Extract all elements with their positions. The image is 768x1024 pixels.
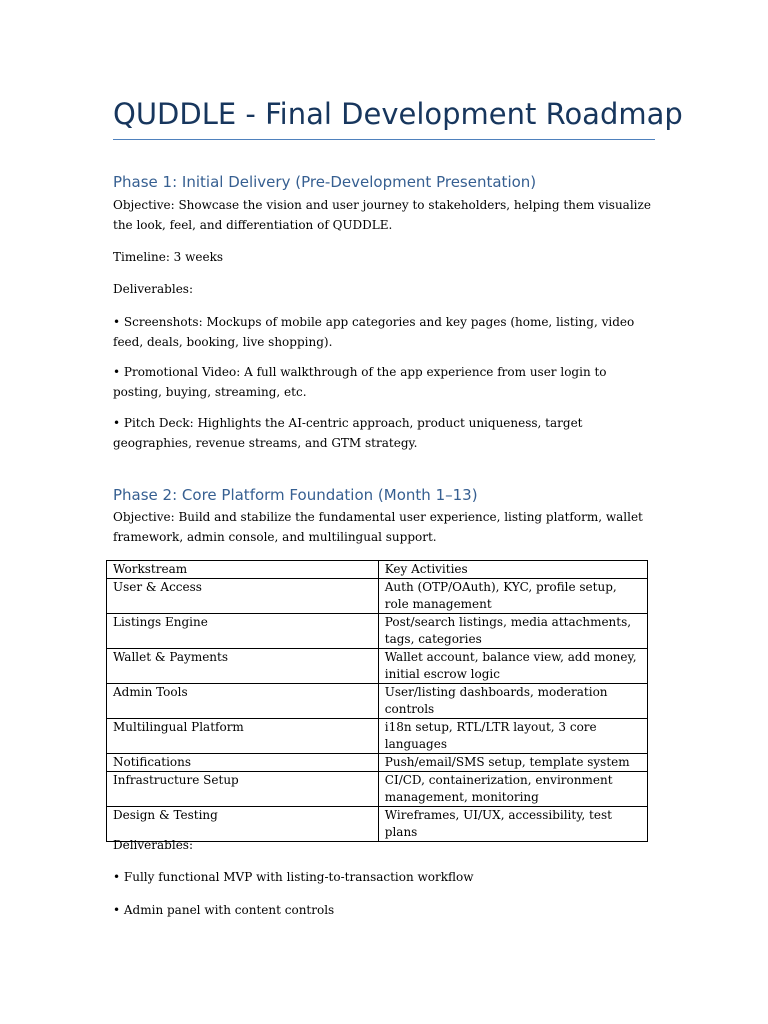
table-cell-activities: CI/CD, containerization, environment management, monitoring: [378, 772, 647, 807]
table-cell-workstream: Multilingual Platform: [107, 719, 379, 754]
table-cell-activities: Push/email/SMS setup, template system: [378, 754, 647, 772]
table-row: [107, 772, 648, 807]
phase1-heading: Phase 1: Initial Delivery (Pre-Development Presentation): [113, 173, 537, 191]
phase2-objective: Objective: Build and stabilize the fundamental user experience, listing platform, wallet framework, admin console, and multilingual support.: [113, 510, 643, 544]
document-title: QUDDLE - Final Development Roadmap: [113, 97, 683, 131]
table-cell-activities: Wallet account, balance view, add money, initial escrow logic: [378, 649, 647, 684]
phase2-deliverables-label: Deliverables:: [113, 838, 193, 852]
table-row: [107, 719, 648, 754]
phase1-timeline: Timeline: 3 weeks: [113, 250, 224, 264]
table-cell-activities: Wireframes, UI/UX, accessibility, test plans: [378, 807, 647, 842]
table-cell-workstream: Infrastructure Setup: [107, 772, 379, 807]
phase1-bullet: • Screenshots: Mockups of mobile app categories and key pages (home, listing, video feed, deals, booking, live shopping).: [113, 315, 635, 349]
phase2-heading: Phase 2: Core Platform Foundation (Month 1–13): [113, 486, 478, 504]
table-cell-workstream: Design & Testing: [107, 807, 379, 842]
phase2-bullet: • Admin panel with content controls: [113, 903, 335, 917]
phase1-bullet: • Pitch Deck: Highlights the AI-centric approach, product uniqueness, target geographies, revenue streams, and GTM strategy.: [113, 416, 583, 450]
table-header-row: [107, 561, 648, 579]
table-row: [107, 684, 648, 719]
phase1-bullet: • Promotional Video: A full walkthrough of the app experience from user login to posting, buying, streaming, etc.: [113, 365, 607, 399]
phase1-deliverables-label: Deliverables:: [113, 282, 193, 296]
table-header-cell: Workstream: [107, 561, 379, 579]
table-cell-workstream: Admin Tools: [107, 684, 379, 719]
phase1-objective: Objective: Showcase the vision and user journey to stakeholders, helping them visualize the look, feel, and differentiation of QUDDLE.: [113, 198, 651, 232]
table-cell-workstream: Wallet & Payments: [107, 649, 379, 684]
workstream-table: [106, 560, 648, 842]
phase2-bullet: • Fully functional MVP with listing-to-transaction workflow: [113, 870, 474, 884]
table-cell-activities: Post/search listings, media attachments, tags, categories: [378, 614, 647, 649]
title-underline: [113, 139, 655, 140]
table-cell-activities: i18n setup, RTL/LTR layout, 3 core languages: [378, 719, 647, 754]
table-cell-workstream: Listings Engine: [107, 614, 379, 649]
table-row: [107, 649, 648, 684]
table-row: [107, 754, 648, 772]
table-header-cell: Key Activities: [378, 561, 647, 579]
table-cell-workstream: User & Access: [107, 579, 379, 614]
table-cell-activities: User/listing dashboards, moderation controls: [378, 684, 647, 719]
table-row: [107, 614, 648, 649]
table-row: [107, 579, 648, 614]
table-cell-workstream: Notifications: [107, 754, 379, 772]
table-cell-activities: Auth (OTP/OAuth), KYC, profile setup, role management: [378, 579, 647, 614]
